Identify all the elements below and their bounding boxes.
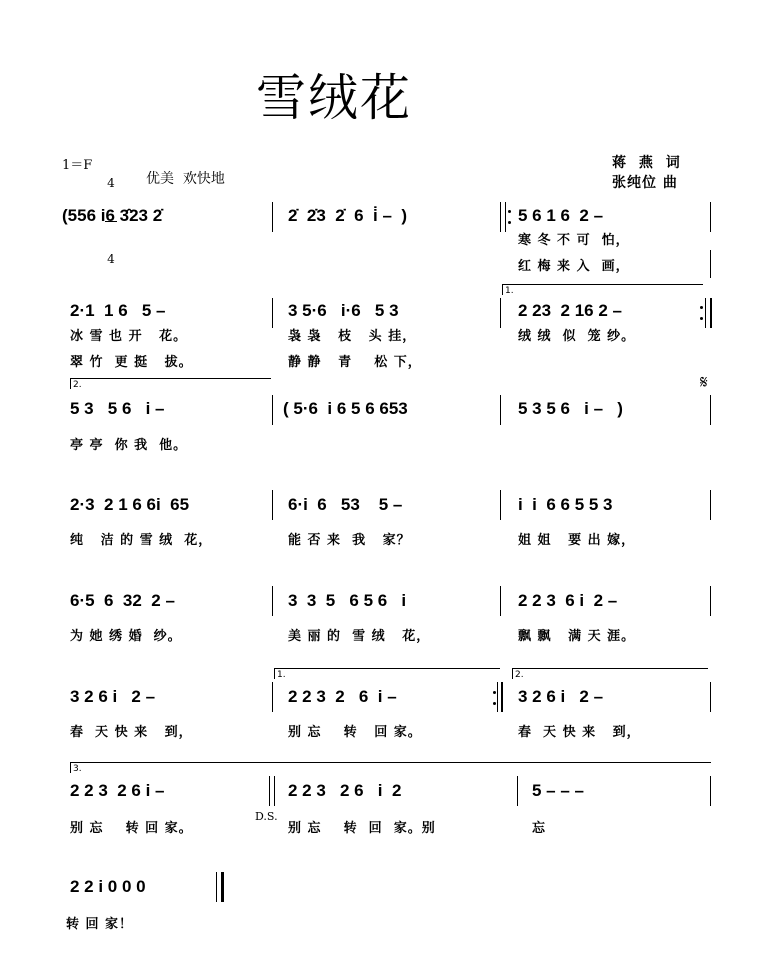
- measure-notes: 2·3 2 1 6 6i 65: [70, 495, 190, 514]
- measure-notes: 2·1 1 6 5 –: [70, 301, 166, 320]
- repeat-dot: [700, 306, 703, 309]
- lyric-line-2: 静 静 青 松 下，: [288, 355, 422, 370]
- bar-line: [710, 202, 711, 232]
- bar-line: [272, 682, 273, 712]
- repeat-start-bar: [500, 202, 501, 232]
- verse-divider: [710, 250, 711, 278]
- tempo-marking: 优美 欢快地: [146, 171, 225, 187]
- measure-notes: 2 2 3 2 6 i –: [288, 687, 397, 706]
- lyric-line-2: 红 梅 来 入 画，: [518, 259, 630, 274]
- lyric-line-1: 飘 飘 满 天 涯。: [518, 629, 636, 644]
- lyric-line-1: 美 丽 的 雪 绒 花，: [288, 629, 431, 644]
- song-title: 雪绒花: [256, 69, 412, 127]
- measure-notes: 3 5·6 i·6 5 3: [288, 301, 399, 320]
- bar-line: [272, 298, 273, 328]
- measure-notes: 3 2 6 i 2 –: [70, 687, 156, 706]
- final-bar-thin: [216, 872, 217, 902]
- measure-notes: 2 2 3 2 6 i 2: [288, 781, 402, 800]
- measure-notes: 2 2 i 0 0 0: [70, 877, 146, 896]
- volta-number: 2.: [73, 380, 82, 390]
- volta-number: 1.: [277, 670, 286, 680]
- volta-bracket: [70, 762, 711, 773]
- bar-line: [710, 490, 711, 520]
- lyric-line-1: 别 忘 转 回 家。别: [288, 821, 436, 836]
- volta-bracket: [512, 668, 708, 679]
- bar-line: [272, 586, 273, 616]
- lyric-line-1: 别 忘 转 回 家。: [70, 821, 193, 836]
- lyric-line-1: 转 回 家！: [66, 917, 134, 932]
- measure-notes: 5 3 5 6 i –: [70, 399, 165, 418]
- repeat-start-thin-bar: [505, 202, 506, 232]
- lyric-line-1: 姐 姐 要 出 嫁，: [518, 533, 636, 548]
- lyric-line-1: 别 忘 转 回 家。: [288, 725, 422, 740]
- lyric-line-1: 袅 袅 枝 头 挂，: [288, 329, 417, 344]
- lyric-line-1: 能 否 来 我 家？: [288, 533, 411, 548]
- bar-line: [710, 395, 711, 425]
- measure-notes: (556 i6 3̂23 2̇: [62, 206, 163, 225]
- double-bar-thin: [269, 776, 270, 806]
- measure-notes: 6·i 6 53 5 –: [288, 495, 403, 514]
- lyric-line-1: 春 天 快 来 到，: [70, 725, 193, 740]
- measure-notes: 5 6 1 6 2 –: [518, 206, 604, 225]
- measure-notes: ( 5·6 i 6 5 6 653: [283, 399, 408, 418]
- lyricist-credit: 蒋 燕 词: [612, 155, 684, 171]
- bar-line: [500, 586, 501, 616]
- volta-number: 3.: [73, 764, 82, 774]
- bar-line: [272, 202, 273, 232]
- volta-bracket: [70, 378, 271, 389]
- repeat-dot: [493, 702, 496, 705]
- bar-line: [500, 490, 501, 520]
- lyric-line-1: 寒 冬 不 可 怕，: [518, 233, 630, 248]
- dal-segno-mark: D.S.: [255, 810, 278, 823]
- lyric-line-1: 亭 亭 你 我 他。: [70, 438, 188, 453]
- bar-line: [500, 298, 501, 328]
- measure-notes: 2 2 3 2 6 i –: [70, 781, 165, 800]
- composer-credit: 张纯位 曲: [612, 175, 678, 191]
- volta-number: 1.: [505, 286, 514, 296]
- repeat-end-thin-bar: [497, 682, 498, 712]
- repeat-dot: [508, 210, 511, 213]
- repeat-dot: [508, 221, 511, 224]
- volta-bracket: [502, 284, 703, 295]
- repeat-dot: [700, 317, 703, 320]
- key-signature: 1＝F: [62, 158, 93, 173]
- measure-notes: 2̇ 2̇3 2̇ 6 i̇ – ): [288, 206, 408, 225]
- measure-notes: 3 2 6 i 2 –: [518, 687, 604, 706]
- time-signature-top: 4: [107, 176, 115, 190]
- lyric-line-2: 翠 竹 更 挺 拔。: [70, 355, 193, 370]
- measure-notes: 2 23 2 16 2 –: [518, 301, 622, 320]
- measure-notes: i i 6 6 5 5 3: [518, 495, 613, 514]
- double-bar: [274, 776, 275, 806]
- volta-bracket: [274, 668, 500, 679]
- lyric-line-1: 春 天 快 来 到，: [518, 725, 641, 740]
- bar-line: [272, 490, 273, 520]
- lyric-line-1: 冰 雪 也 开 花。: [70, 329, 188, 344]
- volta-number: 2.: [515, 670, 524, 680]
- measure-notes: 5 3 5 6 i – ): [518, 399, 623, 418]
- repeat-end-thin-bar: [705, 298, 706, 328]
- lyric-line-1: 纯 洁 的 雪 绒 花，: [70, 533, 213, 548]
- measure-notes: 5 – – –: [532, 781, 584, 800]
- repeat-end-bar: [501, 682, 503, 712]
- repeat-dot: [493, 691, 496, 694]
- repeat-end-bar: [710, 298, 712, 328]
- measure-notes: 3 3 5 6 5 6 i: [288, 591, 407, 610]
- bar-line: [710, 586, 711, 616]
- measure-notes: 2 2 3 6 i 2 –: [518, 591, 618, 610]
- lyric-line-1: 为 她 绣 婚 纱。: [70, 629, 182, 644]
- bar-line: [272, 395, 273, 425]
- measure-notes: 6·5 6 32 2 –: [70, 591, 175, 610]
- bar-line: [500, 395, 501, 425]
- bar-line: [710, 682, 711, 712]
- lyric-line-1: 绒 绒 似 笼 纱。: [518, 329, 636, 344]
- time-signature-bottom: 4: [107, 252, 115, 266]
- bar-line: [517, 776, 518, 806]
- final-bar: [221, 872, 224, 902]
- lyric-line-1: 忘: [532, 821, 547, 836]
- segno-sign: 𝄋: [700, 372, 708, 393]
- bar-line: [710, 776, 711, 806]
